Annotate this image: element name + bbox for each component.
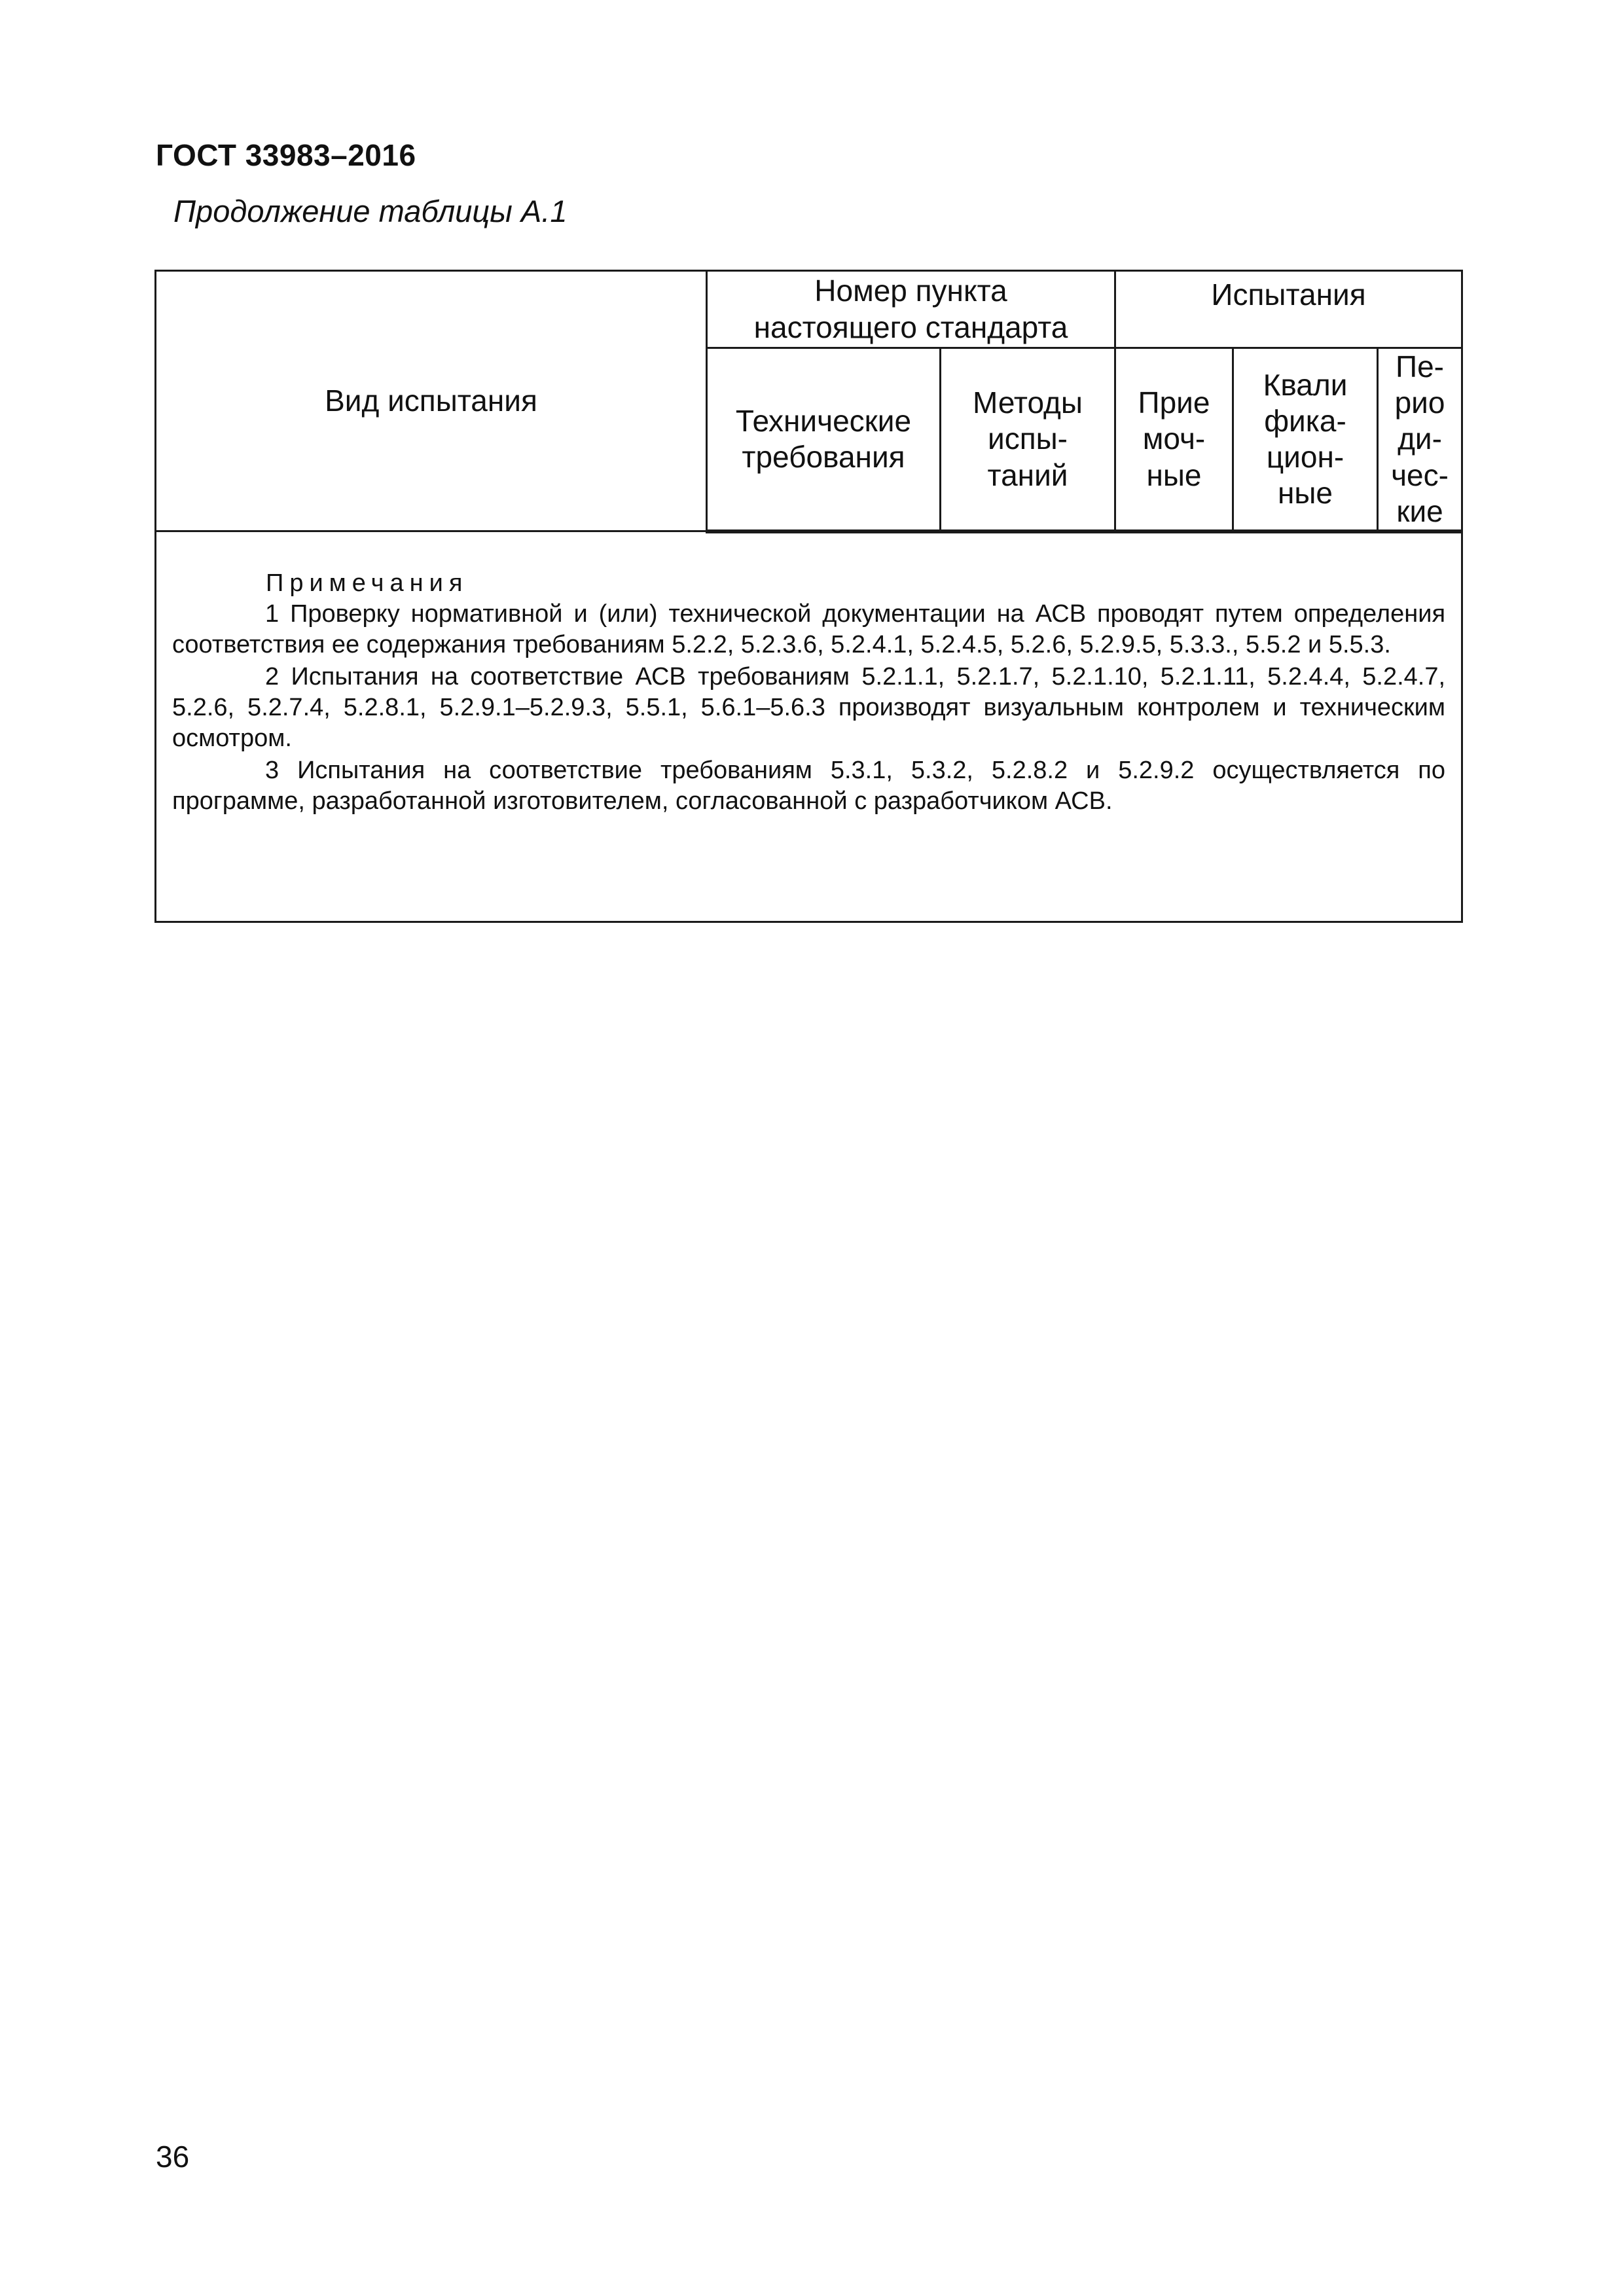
notes-title: Примечания <box>266 569 469 597</box>
note-item-1: 1 Проверку нормативной и (или) технической документации на АСВ проводят путем определения соответствия ее содержания требованиям 5.2.2, 5.2.3.6, 5.2.4.1, 5.2.4.5, 5.2.6, 5.2.9.5, 5.3.3., 5.5.2 и 5.5.3. <box>172 600 1446 658</box>
subheader-technical-requirements: Технические требования <box>707 348 941 531</box>
note-item-3: 3 Испытания на соответствие требованиям 5.3.1, 5.3.2, 5.2.8.2 и 5.2.9.2 осуществляется по программе, разработанной изготовителем, согласованной с разработчиком АСВ. <box>172 756 1446 815</box>
group-clause-header: Номер пункта настоящего стандарта <box>707 271 1115 348</box>
subheader-test-methods: Методы испы- таний <box>941 348 1115 531</box>
note-item-2: 2 Испытания на соответствие АСВ требованиям 5.2.1.1, 5.2.1.7, 5.2.1.10, 5.2.1.11, 5.2.4.4, 5.2.4.7, 5.2.6, 5.2.7.4, 5.2.8.1, 5.2.9.1–5.2.9.3, 5.5.1, 5.6.1–5.6.3 производят визуальным контролем и техническим осмотром. <box>172 662 1446 752</box>
notes-block <box>156 531 1462 922</box>
group-tests-header: Испытания <box>1115 271 1462 348</box>
page-number: 36 <box>156 2140 190 2174</box>
table-caption: Продолжение таблицы А.1 <box>173 194 568 228</box>
tests-table <box>154 270 1463 923</box>
subheader-periodic: Пе- рио ди- чес- кие <box>1378 348 1462 531</box>
subheader-qualification: Квали фика- цион- ные <box>1233 348 1378 531</box>
subheader-acceptance: Прие моч- ные <box>1115 348 1233 531</box>
standard-designation: ГОСТ 33983–2016 <box>156 138 416 172</box>
col-test-type-header: Вид испытания <box>156 271 707 531</box>
